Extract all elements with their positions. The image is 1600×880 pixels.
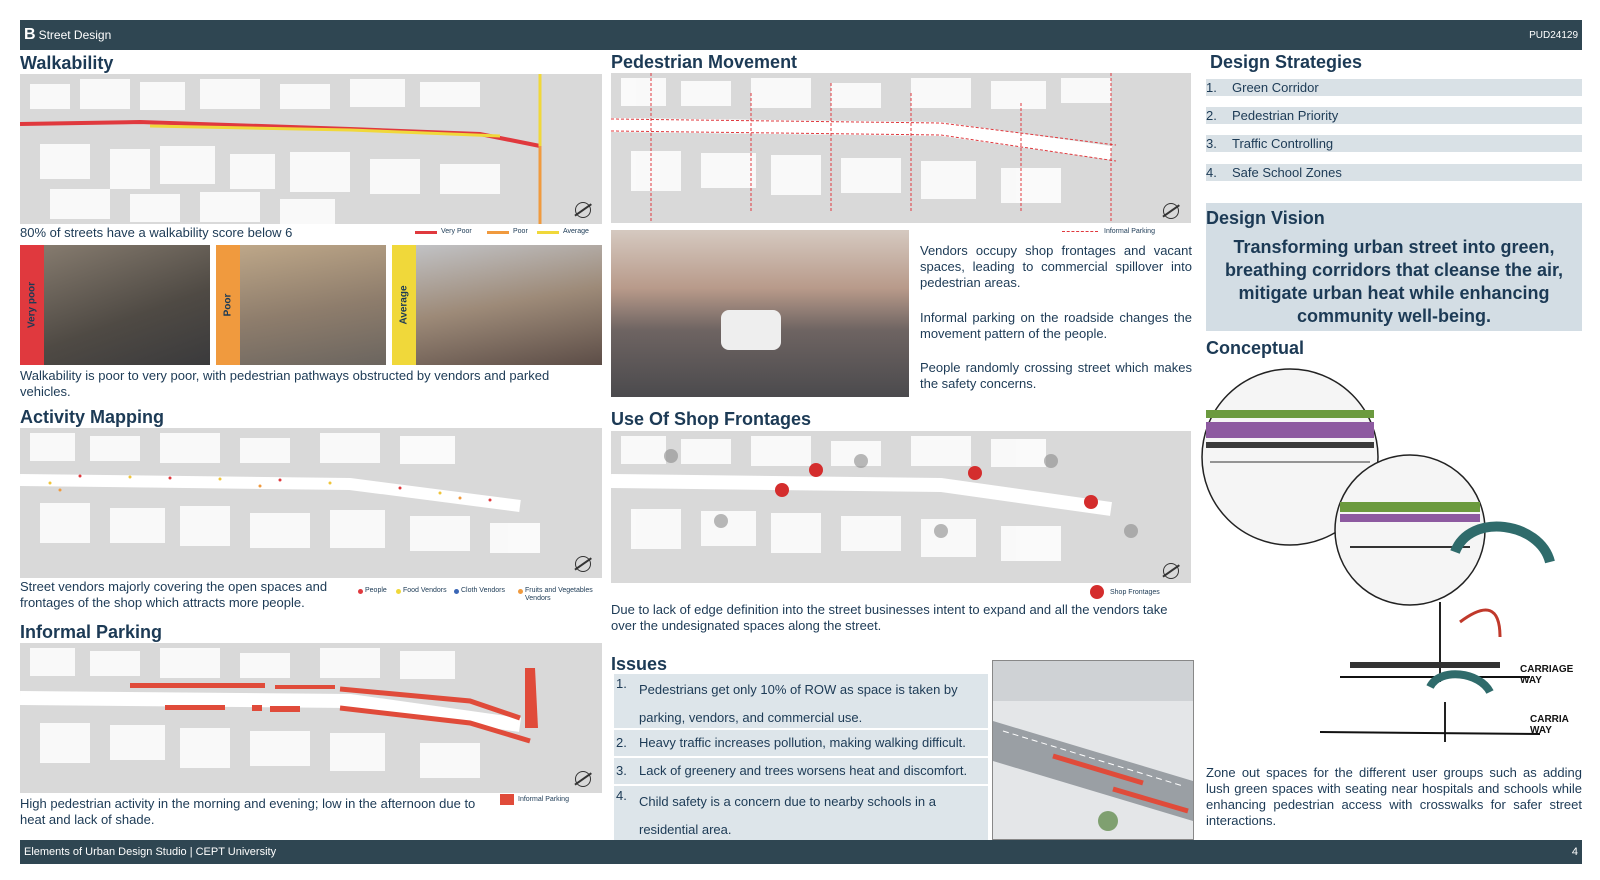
conceptual-caption: Zone out spaces for the different user groups such as adding lush green spaces with seating near hospitals and schools while enhancing pedestrian access with crosswalks for safer street interactions. (1206, 765, 1582, 828)
page-number: 4 (1571, 846, 1578, 858)
car-shape (721, 310, 781, 350)
sketch-label-carriageway: CARRIAGE WAY (1520, 664, 1574, 686)
legend-dot-people (358, 589, 363, 594)
issues-title: Issues (611, 654, 668, 674)
photo-poor (216, 245, 386, 365)
parking-title: Informal Parking (20, 622, 163, 642)
legend-label-cloth: Cloth Vendors (461, 587, 505, 594)
issue-text: Lack of greenery and trees worsens heat and discomfort. (639, 763, 968, 778)
vision-title: Design Vision (1206, 208, 1325, 228)
sheet-code: PUD24129 (1529, 30, 1578, 41)
activity-map (20, 428, 602, 578)
conceptual-sketch (1200, 362, 1582, 762)
pedestrian-para-3: People randomly crossing street which makes the safety concerns. (920, 360, 1192, 391)
walkability-caption-2: Walkability is poor to very poor, with pedestrian pathways obstructed by vendors and parked vehicles. (20, 368, 550, 399)
pedestrian-title: Pedestrian Movement (611, 52, 798, 72)
strategy-item (1206, 135, 1582, 152)
frontages-legend (1090, 585, 1190, 599)
legend-swatch-poor (487, 231, 509, 234)
issue-text: Child safety is a concern due to nearby schools in a residential area. (639, 794, 937, 837)
legend-label-average: Average (563, 228, 589, 235)
photo-label-poor: Poor (222, 293, 234, 317)
legend-label-pedestrian: Informal Parking (1104, 228, 1155, 235)
north-arrow-icon (1163, 203, 1179, 219)
strategy-text: Green Corridor (1232, 80, 1319, 95)
issue-item (614, 674, 988, 728)
shop-frontage-marker (968, 466, 982, 480)
pedestrian-map (611, 73, 1191, 223)
pedestrian-legend (1062, 228, 1192, 238)
activity-title: Activity Mapping (20, 407, 165, 427)
pedestrian-para-1: Vendors occupy shop frontages and vacant spaces, leading to commercial spillover into pedestrian areas. (920, 243, 1192, 290)
strategies-title: Design Strategies (1210, 52, 1363, 72)
conceptual-title: Conceptual (1206, 338, 1305, 358)
frontages-caption: Due to lack of edge definition into the street businesses intent to expand and all the vendors take over the undesignated spaces along the street. (611, 602, 1168, 633)
issues-plan (992, 660, 1194, 840)
legend-swatch-parking (500, 794, 514, 805)
strategy-number: 2. (1206, 108, 1217, 123)
legend-label-food: Food Vendors (403, 587, 447, 594)
north-arrow-icon (1163, 563, 1179, 579)
legend-label-frontage: Shop Frontages (1110, 589, 1160, 596)
photo-average (392, 245, 602, 365)
issue-number: 3. (616, 763, 627, 778)
legend-label-very-poor: Very Poor (441, 228, 472, 235)
legend-dot-cloth (454, 589, 459, 594)
issue-text: Pedestrians get only 10% of ROW as space is taken by parking, vendors, and commercial use. (639, 682, 958, 725)
north-arrow-icon (575, 556, 591, 572)
vision-text: Transforming urban street into green, breathing corridors that cleanse the air, mitigate urban heat while enhancing community well-being. (1224, 237, 1564, 326)
legend-swatch-very-poor (415, 231, 437, 234)
legend-dot-food (396, 589, 401, 594)
parking-map (20, 643, 602, 793)
parking-caption: High pedestrian activity in the morning and evening; low in the afternoon due to heat and lack of shade. (20, 796, 476, 827)
legend-line-pedestrian (1062, 231, 1098, 232)
activity-map-drawing (20, 428, 602, 578)
issue-item (614, 786, 988, 840)
issue-number: 2. (616, 735, 627, 750)
north-arrow-icon (575, 771, 591, 787)
issue-text: Heavy traffic increases pollution, making walking difficult. (639, 735, 966, 750)
legend-label-people: People (365, 587, 387, 594)
frontages-map-drawing (611, 431, 1191, 583)
shop-frontage-marker (775, 483, 789, 497)
strategy-number: 3. (1206, 136, 1217, 151)
legend-dot-frontage (1090, 585, 1104, 599)
walkability-title: Walkability (20, 53, 114, 73)
issue-number: 1. (616, 676, 627, 691)
issue-item (614, 730, 988, 756)
issue-item (614, 758, 988, 784)
strategy-number: 1. (1206, 80, 1217, 95)
header-bar (20, 20, 1582, 50)
parking-map-drawing (20, 643, 602, 793)
walkability-map (20, 74, 602, 224)
activity-legend (358, 587, 603, 607)
strategy-text: Pedestrian Priority (1232, 108, 1339, 123)
walkability-legend (415, 228, 605, 238)
pedestrian-para-2: Informal parking on the roadside changes the movement pattern of the people. (920, 310, 1192, 341)
strategy-text: Safe School Zones (1232, 165, 1342, 180)
strategy-item (1206, 107, 1582, 124)
strategy-item (1206, 79, 1582, 96)
frontages-title: Use Of Shop Frontages (611, 409, 812, 429)
legend-dot-fruits (518, 589, 523, 594)
conceptual-sketch-drawing (1200, 362, 1582, 762)
pedestrian-map-drawing (611, 73, 1191, 223)
issues-plan-drawing (993, 661, 1193, 839)
footer-credit: Elements of Urban Design Studio | CEPT University (24, 846, 277, 858)
north-arrow-icon (575, 202, 591, 218)
photo-very-poor (20, 245, 210, 365)
walkability-caption-1: 80% of streets have a walkability score below 6 (20, 225, 293, 240)
photo-label-very-poor: Very poor (26, 281, 38, 329)
shop-frontage-marker (809, 463, 823, 477)
walkability-map-drawing (20, 74, 602, 224)
design-vision-panel (1206, 203, 1582, 331)
legend-swatch-average (537, 231, 559, 234)
photo-label-average: Average (398, 285, 410, 325)
strategy-text: Traffic Controlling (1232, 136, 1334, 151)
frontages-map (611, 431, 1191, 583)
parking-legend (500, 794, 600, 808)
section-heading: B Street Design (24, 26, 112, 43)
issue-number: 4. (616, 788, 627, 803)
street-photo (611, 230, 909, 397)
legend-label-parking: Informal Parking (518, 796, 569, 803)
legend-label-poor: Poor (513, 228, 528, 235)
strategy-number: 4. (1206, 165, 1217, 180)
sketch-label-carriageway-2: CARRIA WAY (1530, 714, 1569, 736)
strategy-item (1206, 164, 1582, 181)
shop-frontage-marker (1084, 495, 1098, 509)
legend-label-fruits: Fruits and Vegetables Vendors (525, 587, 593, 602)
activity-caption: Street vendors majorly covering the open spaces and frontages of the shop which attracts more people. (20, 579, 328, 610)
